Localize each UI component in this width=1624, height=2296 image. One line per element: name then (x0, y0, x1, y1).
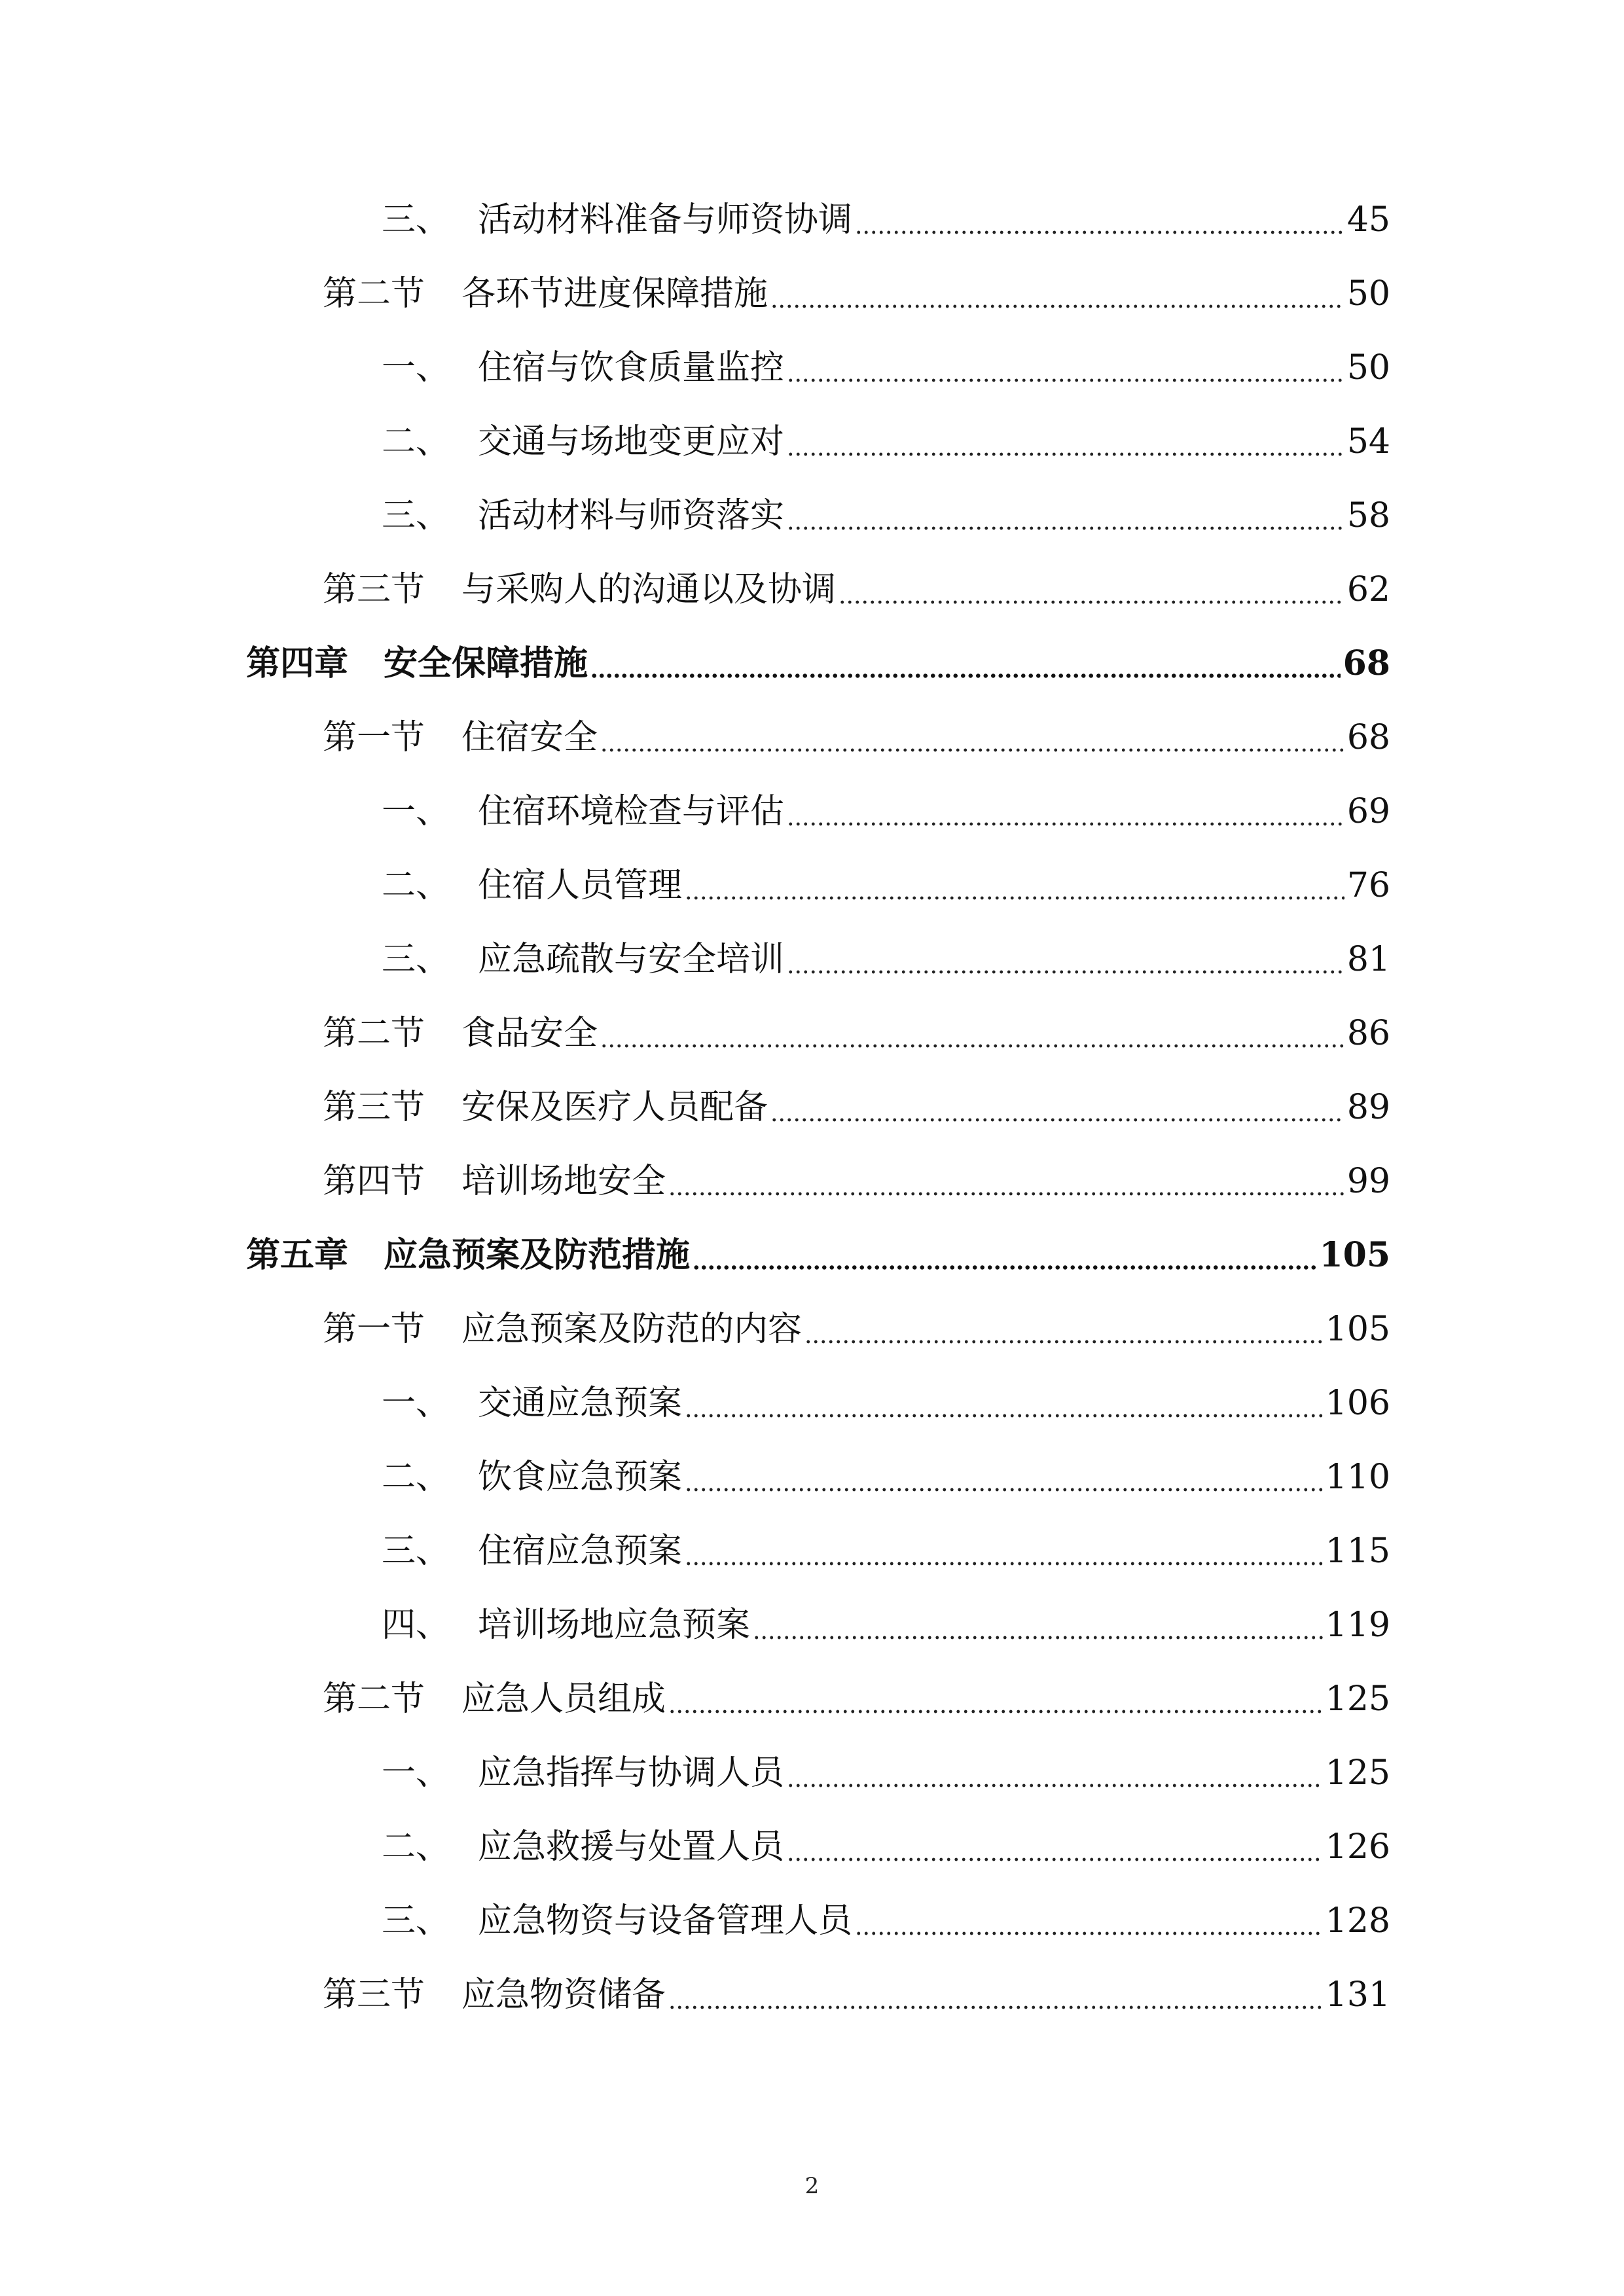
toc-entry-page: 125 (1325, 1679, 1390, 1719)
toc-entry-prefix: 第五章 (246, 1235, 349, 1275)
toc-entry[interactable] (382, 859, 1390, 912)
toc-dot-leader (770, 304, 1344, 308)
toc-entry-label (323, 1303, 802, 1355)
toc-dot-leader (787, 822, 1344, 826)
toc-entry-prefix: 二、 (382, 866, 450, 905)
toc-entry-title: 饮食应急预案 (478, 1458, 683, 1497)
toc-dot-leader (685, 896, 1344, 900)
toc-entry-page: 105 (1319, 1235, 1390, 1275)
toc-dot-leader (693, 1265, 1316, 1270)
toc-entry-prefix: 三、 (382, 940, 450, 979)
toc-entry-title: 安保及医疗人员配备 (461, 1088, 768, 1127)
toc-entry-label (382, 1377, 682, 1429)
toc-entry-title: 应急物资储备 (461, 1975, 666, 2015)
toc-dot-leader (787, 970, 1344, 974)
toc-entry[interactable] (323, 1673, 1390, 1725)
toc-entry-page: 45 (1346, 200, 1390, 240)
toc-entry-title: 应急物资与设备管理人员 (478, 1901, 853, 1941)
toc-dot-leader (787, 1857, 1323, 1861)
toc-entry-page: 128 (1325, 1901, 1390, 1941)
toc-entry[interactable] (382, 1377, 1390, 1429)
toc-entry-prefix: 第一节 (323, 1310, 425, 1349)
toc-entry[interactable] (382, 1821, 1390, 1873)
toc-chapter-entry[interactable] (246, 637, 1390, 690)
toc-entry[interactable] (323, 268, 1390, 320)
toc-entry-prefix: 二、 (382, 1458, 450, 1497)
toc-entry-label (323, 711, 598, 764)
toc-dot-leader (600, 748, 1344, 752)
toc-dot-leader (685, 1414, 1323, 1418)
toc-entry-title: 应急指挥与协调人员 (478, 1753, 785, 1793)
toc-entry-label (382, 490, 784, 542)
toc-entry-page: 119 (1325, 1605, 1390, 1645)
toc-entry-prefix: 第三节 (323, 1975, 425, 2015)
toc-entry-prefix: 三、 (382, 200, 450, 240)
toc-entry-title: 住宿应急预案 (478, 1532, 683, 1571)
toc-entry-page: 110 (1325, 1458, 1390, 1497)
toc-entry-prefix: 第三节 (323, 570, 425, 609)
toc-entry-prefix: 三、 (382, 1532, 450, 1571)
toc-entry-label (246, 1229, 690, 1282)
toc-dot-leader (770, 1118, 1344, 1122)
toc-dot-leader (855, 230, 1344, 234)
toc-entry-title: 应急人员组成 (461, 1679, 666, 1719)
toc-entry[interactable] (382, 1525, 1390, 1577)
toc-entry-prefix: 第四章 (246, 643, 349, 683)
toc-entry-label (323, 268, 768, 320)
toc-entry-label (382, 1821, 784, 1873)
toc-entry[interactable] (323, 1303, 1390, 1355)
toc-entry-page: 115 (1325, 1532, 1390, 1571)
toc-dot-leader (787, 452, 1344, 456)
toc-entry-prefix: 第二节 (323, 1014, 425, 1053)
toc-entry-label (382, 416, 784, 468)
toc-entry-label (246, 637, 588, 690)
toc-entry-prefix: 三、 (382, 1901, 450, 1941)
toc-entry-page: 89 (1346, 1088, 1390, 1127)
toc-entry[interactable] (382, 194, 1390, 246)
toc-dot-leader (839, 600, 1344, 604)
toc-entry-page: 99 (1346, 1162, 1390, 1201)
toc-entry-title: 与采购人的沟通以及协调 (461, 570, 837, 609)
toc-dot-leader (787, 378, 1344, 382)
toc-entry-title: 各环节进度保障措施 (461, 274, 768, 314)
toc-entry[interactable] (382, 490, 1390, 542)
toc-entry-label (323, 1081, 768, 1134)
toc-entry-label (382, 1747, 784, 1799)
toc-entry-title: 培训场地应急预案 (478, 1605, 751, 1645)
toc-entry-title: 应急救援与处置人员 (478, 1827, 785, 1867)
toc-entry-title: 交通与场地变更应对 (478, 422, 785, 461)
toc-entry[interactable] (382, 342, 1390, 394)
toc-entry-page: 68 (1343, 643, 1390, 683)
toc-entry-title: 交通应急预案 (478, 1384, 683, 1423)
toc-entry-prefix: 一、 (382, 792, 450, 831)
toc-entry-page: 86 (1346, 1014, 1390, 1053)
toc-entry-page: 131 (1325, 1975, 1390, 2015)
toc-entry-title: 食品安全 (461, 1014, 598, 1053)
toc-entry-label (323, 1007, 598, 1060)
toc-entry-prefix: 一、 (382, 1384, 450, 1423)
toc-chapter-entry[interactable] (246, 1229, 1390, 1282)
toc-entry[interactable] (382, 1451, 1390, 1503)
toc-entry-prefix: 第二节 (323, 1679, 425, 1719)
toc-entry-page: 54 (1346, 422, 1390, 461)
toc-dot-leader (590, 673, 1341, 678)
toc-dot-leader (668, 1192, 1344, 1196)
toc-entry-prefix: 第一节 (323, 718, 425, 757)
toc-entry-title: 活动材料与师资落实 (478, 496, 785, 535)
toc-entry[interactable] (323, 1081, 1390, 1134)
toc-entry-page: 105 (1325, 1310, 1390, 1349)
toc-entry-title: 培训场地安全 (461, 1162, 666, 1201)
toc-entry[interactable] (323, 1007, 1390, 1060)
toc-dot-leader (668, 1710, 1323, 1713)
toc-entry-prefix: 第四节 (323, 1162, 425, 1201)
toc-entry[interactable] (323, 711, 1390, 764)
toc-entry-page: 62 (1346, 570, 1390, 609)
toc-entry-label (323, 564, 836, 616)
toc-entry-title: 安全保障措施 (384, 643, 588, 683)
toc-dot-leader (600, 1044, 1344, 1048)
toc-entry-page: 81 (1346, 940, 1390, 979)
toc-entry-prefix: 一、 (382, 348, 450, 387)
toc-entry-page: 68 (1346, 718, 1390, 757)
toc-entry-label (382, 859, 682, 912)
toc-entry-page: 50 (1346, 274, 1390, 314)
toc-entry-title: 住宿安全 (461, 718, 598, 757)
toc-entry-label (382, 342, 784, 394)
page-number: 2 (804, 2173, 820, 2199)
toc-entry[interactable] (382, 1599, 1390, 1651)
toc-entry-title: 住宿人员管理 (478, 866, 683, 905)
toc-entry[interactable] (382, 785, 1390, 838)
toc-entry-title: 住宿环境检查与评估 (478, 792, 785, 831)
toc-entry-label (323, 1155, 666, 1208)
toc-entry-prefix: 二、 (382, 422, 450, 461)
toc-entry-title: 住宿与饮食质量监控 (478, 348, 785, 387)
toc-entry[interactable] (382, 416, 1390, 468)
toc-dot-leader (787, 1784, 1323, 1787)
toc-entry-prefix: 第二节 (323, 274, 425, 314)
toc-entry-label (382, 1895, 852, 1947)
toc-entry[interactable] (323, 1969, 1390, 2021)
toc-entry-label (382, 933, 784, 986)
toc-dot-leader (685, 1488, 1323, 1492)
toc-entry-page: 58 (1346, 496, 1390, 535)
toc-entry-title: 应急预案及防范的内容 (461, 1310, 803, 1349)
toc-entry-page: 50 (1346, 348, 1390, 387)
toc-entry-label (382, 194, 852, 246)
toc-entry-prefix: 三、 (382, 496, 450, 535)
toc-entry-label (382, 1599, 750, 1651)
toc-entry[interactable] (382, 933, 1390, 986)
toc-entry-title: 应急预案及防范措施 (384, 1235, 691, 1275)
toc-entry-label (323, 1673, 666, 1725)
toc-entry[interactable] (323, 564, 1390, 616)
toc-dot-leader (753, 1636, 1323, 1640)
toc-entry-label (382, 785, 784, 838)
toc-entry-prefix: 四、 (382, 1605, 450, 1645)
toc-entry-title: 活动材料准备与师资协调 (478, 200, 853, 240)
toc-entry[interactable] (323, 1155, 1390, 1208)
toc-entry-label (323, 1969, 666, 2021)
toc-dot-leader (668, 2005, 1323, 2009)
toc-entry-page: 76 (1346, 866, 1390, 905)
toc-entry[interactable] (382, 1895, 1390, 1947)
toc-dot-leader (855, 1931, 1323, 1935)
toc-entry-label (382, 1525, 682, 1577)
toc-entry[interactable] (382, 1747, 1390, 1799)
toc-entry-page: 106 (1325, 1384, 1390, 1423)
toc-entry-title: 应急疏散与安全培训 (478, 940, 785, 979)
toc-dot-leader (804, 1340, 1323, 1344)
toc-entry-prefix: 二、 (382, 1827, 450, 1867)
toc-entry-prefix: 第三节 (323, 1088, 425, 1127)
toc-entry-page: 125 (1325, 1753, 1390, 1793)
toc-entry-page: 126 (1325, 1827, 1390, 1867)
toc-entry-prefix: 一、 (382, 1753, 450, 1793)
toc-dot-leader (787, 526, 1344, 530)
toc-entry-page: 69 (1346, 792, 1390, 831)
toc-dot-leader (685, 1562, 1323, 1566)
toc-entry-label (382, 1451, 682, 1503)
